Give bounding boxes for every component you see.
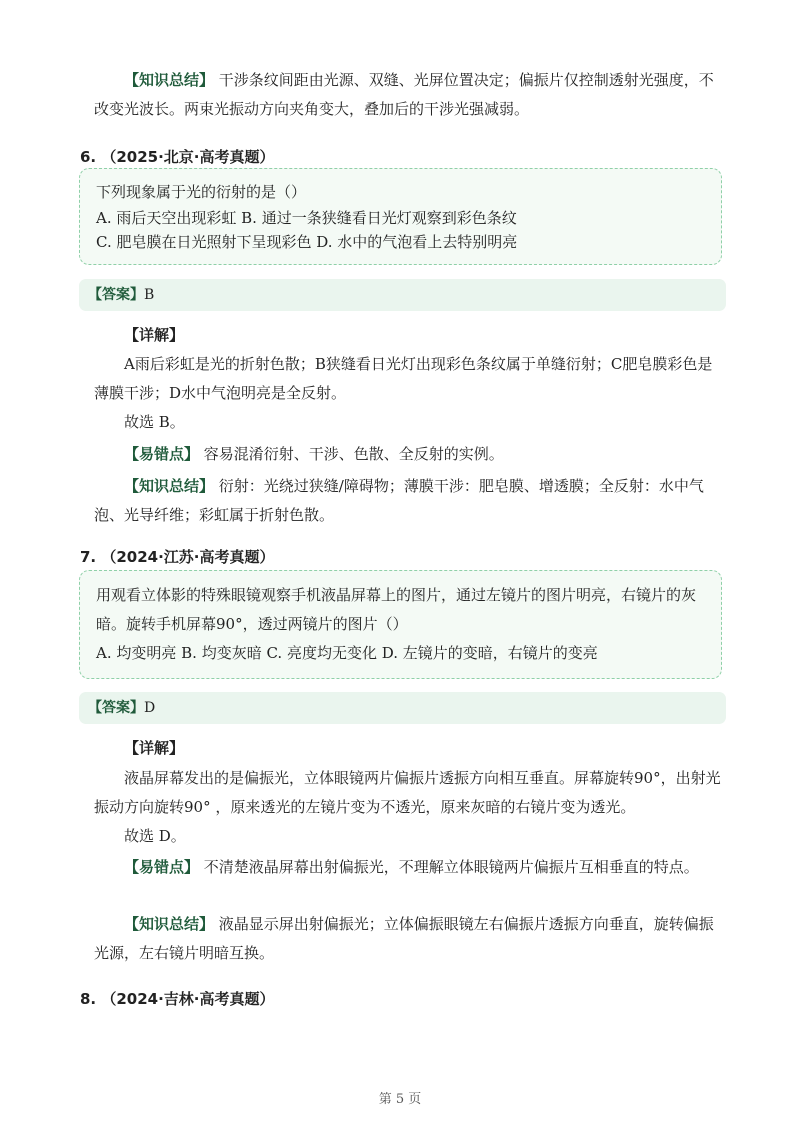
- question-7-box: [79, 570, 722, 679]
- summary-text: 衍射：光绕过狭缝/障碍物；薄膜干涉：肥皂膜、增透膜；全反射：水中气泡、光导纤维；彩虹属于折射色散。: [94, 477, 704, 524]
- question-6-explain-label: 【详解】: [124, 326, 185, 344]
- summary-tag: 【知识总结】: [124, 71, 215, 89]
- question-6-heading: 6. （2025·北京·高考真题）: [80, 148, 275, 166]
- question-6-stem: 下列现象属于光的衍射的是（）: [96, 183, 307, 201]
- question-7-answer-bar: [79, 692, 726, 724]
- question-7-options: A. 均变明亮 B. 均变灰暗 C. 亮度均无变化 D. 左镜片的变暗，右镜片的变亮: [96, 644, 598, 662]
- answer-value: D: [144, 700, 156, 716]
- question-6-options-ab: A. 雨后天空出现彩虹 B. 通过一条狭缝看日光灯观察到彩色条纹: [96, 209, 517, 227]
- question-7-explanation: 液晶屏幕发出的是偏振光，立体眼镜两片偏振片透振方向相互垂直。屏幕旋转90°，出射光振动方向旋转90° ，原来透光的左镜片变为不透光，原来灰暗的右镜片变为透光。: [94, 769, 721, 816]
- question-6-explanation: A雨后彩虹是光的折射色散；B狭缝看日光灯出现彩色条纹属于单缝衍射；C肥皂膜彩色是薄膜干涉；D水中气泡明亮是全反射。: [94, 355, 713, 402]
- error-text: 容易混淆衍射、干涉、色散、全反射的实例。: [199, 445, 504, 463]
- summary-tag: 【知识总结】: [124, 477, 215, 495]
- question-6-box: [79, 168, 722, 265]
- error-tag: 【易错点】: [124, 858, 200, 876]
- question-7-knowledge-summary: [94, 910, 724, 968]
- page-number: 第 5 页: [378, 1092, 422, 1107]
- question-6-error-point: [94, 440, 724, 469]
- question-6-choice: 故选 B。: [124, 413, 185, 431]
- summary-tag: 【知识总结】: [124, 915, 215, 933]
- error-text: 不清楚液晶屏幕出射偏振光，不理解立体眼镜两片偏振片互相垂直的特点。: [199, 858, 699, 876]
- question-7-explain-label: 【详解】: [124, 739, 185, 757]
- question-7-heading: 7. （2024·江苏·高考真题）: [80, 548, 275, 566]
- answer-value: B: [144, 287, 155, 303]
- question-8-heading: 8. （2024·吉林·高考真题）: [80, 990, 275, 1008]
- question-7-choice: 故选 D。: [124, 827, 186, 845]
- answer-tag: 【答案】: [88, 287, 144, 303]
- error-tag: 【易错点】: [124, 445, 200, 463]
- summary-text: 干涉条纹间距由光源、双缝、光屏位置决定；偏振片仅控制透射光强度，不改变光波长。两束光振动方向夹角变大，叠加后的干涉光强减弱。: [94, 71, 714, 118]
- question-6-answer-bar: [79, 279, 726, 311]
- knowledge-summary-q5: [94, 66, 724, 124]
- summary-text: 液晶显示屏出射偏振光；立体偏振眼镜左右偏振片透振方向垂直，旋转偏振光源，左右镜片明暗互换。: [94, 915, 714, 962]
- answer-tag: 【答案】: [88, 700, 144, 716]
- question-6-knowledge-summary: [94, 472, 724, 530]
- question-7-error-point: [94, 853, 724, 882]
- question-6-options-cd: C. 肥皂膜在日光照射下呈现彩色 D. 水中的气泡看上去特别明亮: [96, 233, 518, 251]
- question-7-stem: 用观看立体影的特殊眼镜观察手机液晶屏幕上的图片，通过左镜片的图片明亮，右镜片的灰暗。旋转手机屏幕90°，透过两镜片的图片（）: [96, 586, 697, 633]
